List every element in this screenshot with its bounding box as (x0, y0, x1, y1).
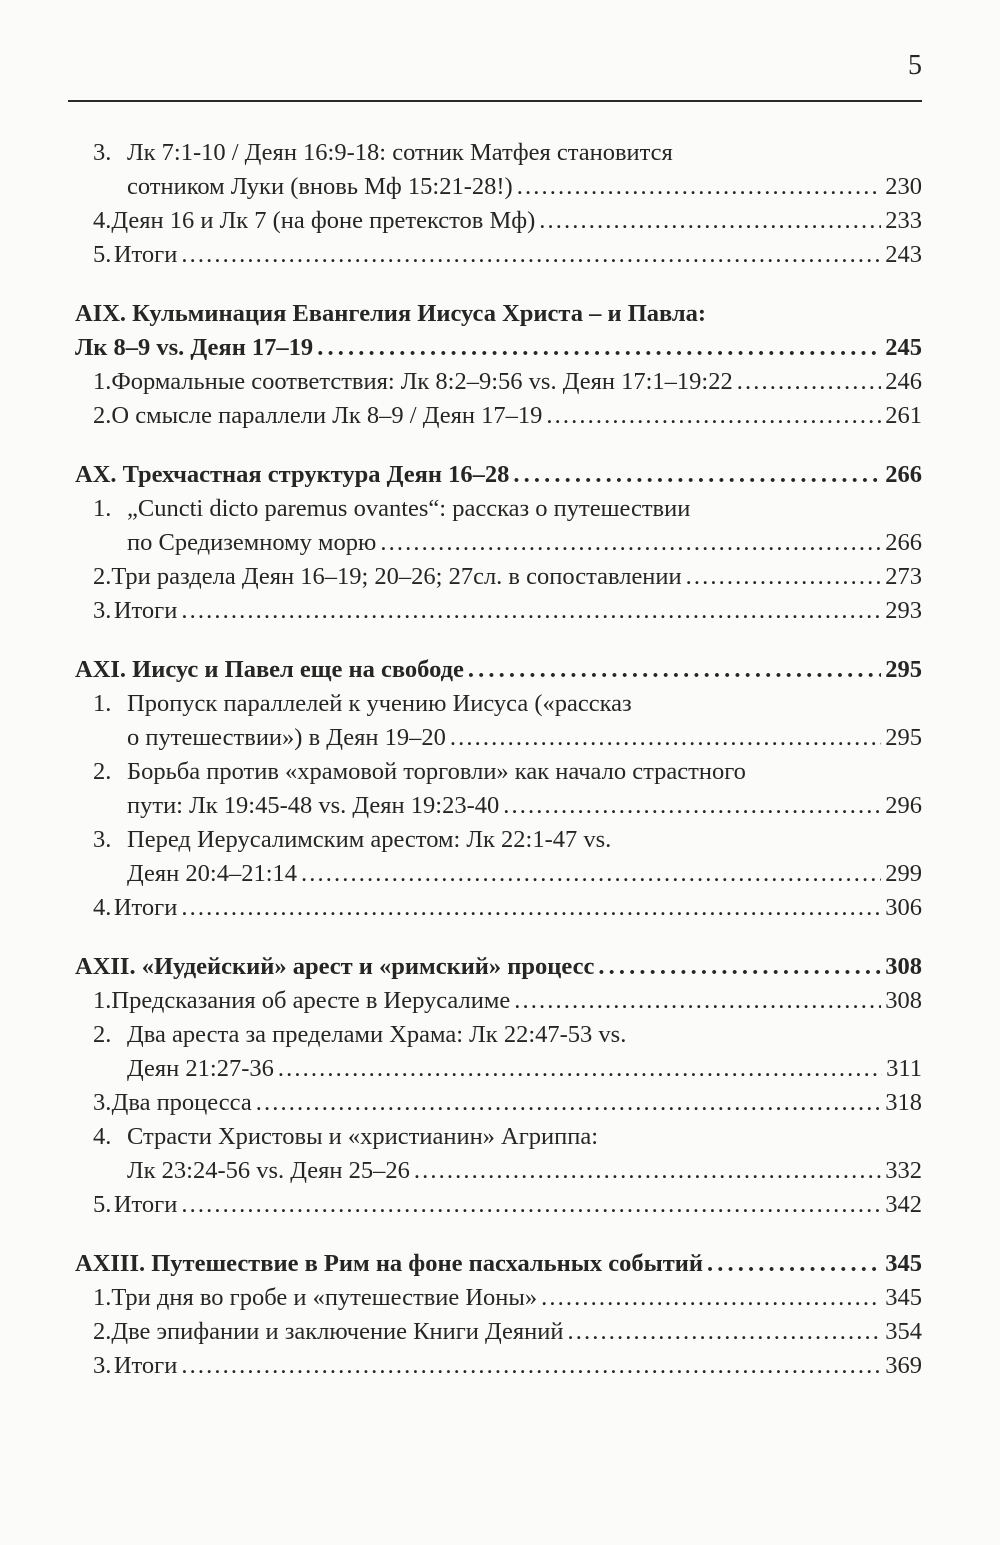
toc-item-continuation (75, 789, 922, 823)
toc-item-continuation (75, 1052, 922, 1086)
dot-leader (707, 1247, 881, 1281)
dot-leader (181, 1188, 881, 1222)
toc-item (75, 1086, 922, 1120)
toc-page-number: 311 (886, 1055, 922, 1082)
toc-item-number: 4. (93, 894, 112, 921)
toc-item (75, 1315, 922, 1349)
toc-item-continuation (75, 721, 922, 755)
dot-leader (181, 594, 881, 628)
toc-page-number: 295 (885, 656, 922, 683)
toc-chapter-title: Лк 8–9 vs. Деян 17–19 (75, 334, 314, 361)
table-of-contents (75, 136, 922, 1383)
toc-chapter-heading (75, 653, 922, 687)
toc-page-number: 342 (885, 1191, 922, 1218)
toc-item (75, 1120, 922, 1154)
toc-item-number: 3. (93, 597, 112, 624)
toc-item-continuation (75, 1154, 922, 1188)
dot-leader (317, 331, 881, 365)
toc-item (75, 492, 922, 526)
toc-item-continuation (75, 526, 922, 560)
toc-page-number: 266 (885, 529, 922, 556)
dot-leader (278, 1052, 882, 1086)
header-rule (68, 100, 922, 102)
toc-page-number: 345 (885, 1284, 922, 1311)
dot-leader (517, 170, 882, 204)
toc-page-number: 318 (885, 1089, 922, 1116)
page-number: 5 (908, 50, 922, 81)
toc-page-number: 273 (885, 563, 922, 590)
toc-page-number: 308 (885, 987, 922, 1014)
toc-item (75, 238, 922, 272)
dot-leader (450, 721, 881, 755)
toc-item-title: Страсти Христовы и «христианин» Агриппа: (127, 1123, 599, 1150)
toc-page-number: 369 (885, 1352, 922, 1379)
toc-item-title: „Cuncti dicto paremus ovantes“: рассказ о путешествии (127, 495, 691, 522)
toc-item-title: Деян 21:27-36 (127, 1055, 274, 1082)
toc-item (75, 136, 922, 170)
dot-leader (468, 653, 881, 687)
toc-item (75, 365, 922, 399)
dot-leader (503, 789, 881, 823)
toc-item-number: 2. (93, 402, 112, 429)
toc-page-number: 266 (885, 461, 922, 488)
toc-item-number: 2. (93, 758, 112, 785)
toc-item-title: пути: Лк 19:45-48 vs. Деян 19:23-40 (127, 792, 500, 819)
dot-leader (598, 950, 881, 984)
toc-chapter-heading (75, 297, 922, 331)
toc-item-number: 1. (93, 495, 112, 522)
toc-item-number: 3. (93, 1352, 112, 1379)
toc-item (75, 399, 922, 433)
toc-item-number: 3. (93, 1089, 112, 1116)
toc-page-number: 306 (885, 894, 922, 921)
toc-item-title: Итоги (113, 597, 178, 624)
dot-leader (181, 1349, 881, 1383)
toc-item-number: 2. (93, 1021, 112, 1048)
toc-item-title: Лк 23:24-56 vs. Деян 25–26 (127, 1157, 410, 1184)
toc-page-number: 293 (885, 597, 922, 624)
toc-item (75, 755, 922, 789)
toc-page-number: 230 (885, 173, 922, 200)
toc-chapter-heading (75, 950, 922, 984)
toc-item-number: 1. (93, 690, 112, 717)
toc-item-number: 3. (93, 139, 112, 166)
toc-item-number: 1. (93, 987, 112, 1014)
toc-item-number: 4. (93, 207, 112, 234)
toc-item (75, 984, 922, 1018)
dot-leader (514, 984, 881, 1018)
dot-leader (546, 399, 881, 433)
toc-chapter-heading (75, 1247, 922, 1281)
toc-item-continuation (75, 170, 922, 204)
dot-leader (568, 1315, 882, 1349)
toc-item-title: О смысле параллели Лк 8–9 / Деян 17–19 (111, 402, 543, 429)
toc-page-number: 243 (885, 241, 922, 268)
toc-item-title: Три раздела Деян 16–19; 20–26; 27сл. в сопоставлении (111, 563, 682, 590)
toc-item-number: 1. (93, 368, 112, 395)
toc-page-number: 345 (885, 1250, 922, 1277)
toc-page-number: 354 (885, 1318, 922, 1345)
toc-page-number: 261 (885, 402, 922, 429)
toc-chapter-heading (75, 458, 922, 492)
toc-item-title: Деян 20:4–21:14 (127, 860, 298, 887)
dot-leader (541, 1281, 881, 1315)
dot-leader (737, 365, 882, 399)
toc-page-number: 308 (885, 953, 922, 980)
toc-item-title: Итоги (113, 241, 178, 268)
toc-item (75, 1281, 922, 1315)
dot-leader (181, 238, 881, 272)
toc-item-title: Формальные соответствия: Лк 8:2–9:56 vs. Деян 17:1–19:22 (111, 368, 733, 395)
toc-item-title: Два ареста за пределами Храма: Лк 22:47-53 vs. (127, 1021, 627, 1048)
toc-page-number: 246 (885, 368, 922, 395)
toc-item-number: 3. (93, 826, 112, 853)
toc-item-title: Борьба против «храмовой торговли» как начало страстного (127, 758, 746, 785)
toc-item-number: 4. (93, 1123, 112, 1150)
toc-item-title: Два процесса (111, 1089, 252, 1116)
toc-item-title: Итоги (113, 1191, 178, 1218)
toc-chapter-title: AIX. Кульминация Евангелия Иисуса Христа – и Павла: (75, 300, 707, 327)
toc-chapter-title: AX. Трехчастная структура Деян 16–28 (75, 461, 510, 488)
toc-item-title: Перед Иерусалимским арестом: Лк 22:1-47 vs. (127, 826, 612, 853)
toc-item-title: Итоги (113, 1352, 178, 1379)
toc-chapter-title: AXI. Иисус и Павел еще на свободе (75, 656, 464, 683)
toc-page-number: 296 (885, 792, 922, 819)
dot-leader (686, 560, 882, 594)
toc-item (75, 823, 922, 857)
toc-item (75, 687, 922, 721)
dot-leader (414, 1154, 881, 1188)
dot-leader (380, 526, 881, 560)
toc-page-number: 233 (885, 207, 922, 234)
toc-item (75, 1188, 922, 1222)
toc-item-title: по Средиземному морю (127, 529, 377, 556)
toc-item-number: 5. (93, 1191, 112, 1218)
toc-chapter-title: AXII. «Иудейский» арест и «римский» процесс (75, 953, 595, 980)
toc-item-continuation (75, 857, 922, 891)
toc-item-title: Итоги (113, 894, 178, 921)
toc-item (75, 891, 922, 925)
dot-leader (256, 1086, 882, 1120)
toc-chapter-heading-continuation (75, 331, 922, 365)
toc-item-title: Две эпифании и заключение Книги Деяний (111, 1318, 564, 1345)
dot-leader (181, 891, 881, 925)
toc-item-title: сотником Луки (вновь Мф 15:21-28!) (127, 173, 513, 200)
toc-item-number: 2. (93, 563, 112, 590)
dot-leader (513, 458, 881, 492)
toc-item-number: 2. (93, 1318, 112, 1345)
toc-page-number: 299 (885, 860, 922, 887)
toc-item-number: 5. (93, 241, 112, 268)
dot-leader (301, 857, 881, 891)
toc-item (75, 594, 922, 628)
toc-item-title: Лк 7:1-10 / Деян 16:9-18: сотник Матфея становится (127, 139, 673, 166)
toc-chapter-title: AXIII. Путешествие в Рим на фоне пасхальных событий (75, 1250, 704, 1277)
toc-item-title: Пропуск параллелей к учению Иисуса («рассказ (127, 690, 632, 717)
toc-item (75, 1349, 922, 1383)
toc-item (75, 560, 922, 594)
toc-page-number: 332 (885, 1157, 922, 1184)
toc-item-title: Три дня во гробе и «путешествие Ионы» (111, 1284, 538, 1311)
toc-page-number: 295 (885, 724, 922, 751)
toc-item (75, 1018, 922, 1052)
toc-item (75, 204, 922, 238)
toc-item-title: о путешествии») в Деян 19–20 (127, 724, 446, 751)
toc-page-number: 245 (885, 334, 922, 361)
toc-item-number: 1. (93, 1284, 112, 1311)
dot-leader (539, 204, 881, 238)
toc-item-title: Деян 16 и Лк 7 (на фоне претекстов Мф) (111, 207, 536, 234)
toc-item-title: Предсказания об аресте в Иерусалиме (111, 987, 511, 1014)
